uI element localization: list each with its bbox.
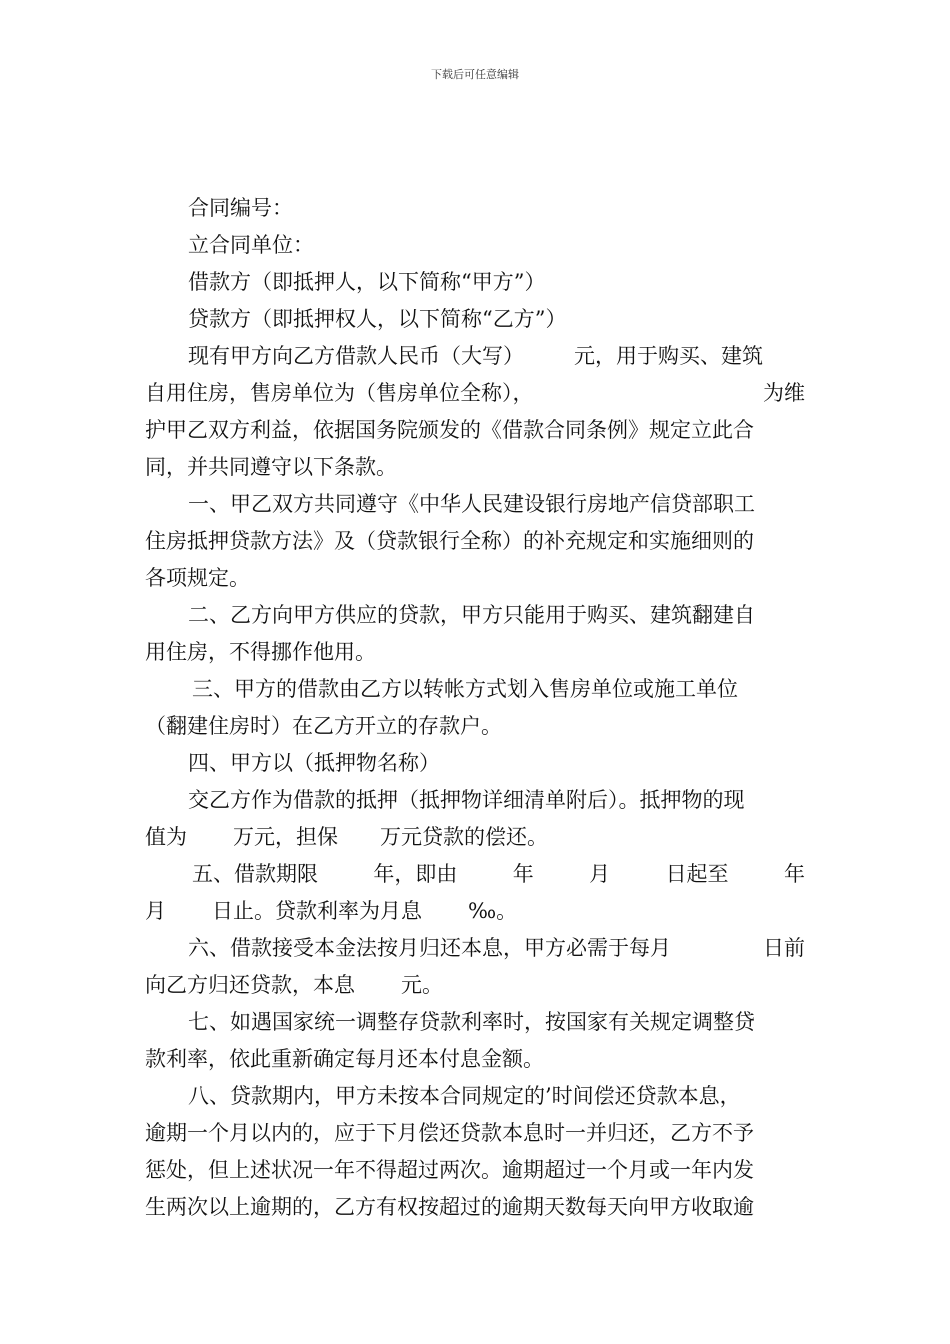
clause-2: 二、乙方向甲方供应的贷款，甲方只能用于购买、建筑翻建自 <box>188 603 755 627</box>
contract-body <box>145 190 805 1226</box>
paragraph-line: （翻建住房时）在乙方开立的存款户。 <box>145 714 502 738</box>
paragraph-line <box>145 893 805 930</box>
paragraph-line <box>145 967 805 1004</box>
text-span: ‰。 <box>468 899 518 923</box>
clause-7: 七、如遇国家统一调整存贷款利率时，按国家有关规定调整贷 <box>188 1010 755 1034</box>
text-span: 六、借款接受本金法按月归还本息，甲方必需于每月 <box>188 936 671 960</box>
paragraph-line: 生两次以上逾期的，乙方有权按超过的逾期天数每天向甲方收取逾 <box>145 1195 754 1219</box>
paragraph-line <box>145 375 805 412</box>
text-span: 向乙方归还贷款，本息 <box>145 973 355 997</box>
paragraph-line: 逾期一个月以内的，应于下月偿还贷款本息时一并归还，乙方不予 <box>145 1121 754 1145</box>
clause-8: 八、贷款期内，甲方未按本合同规定的’时间偿还贷款本息， <box>188 1084 741 1108</box>
text-span: 值为 <box>145 825 187 849</box>
paragraph-line: 同，并共同遵守以下条款。 <box>145 455 397 479</box>
clause-4: 四、甲方以（抵押物名称） <box>188 751 440 775</box>
text-span: 年，即由 <box>373 862 458 886</box>
page-header: 下载后可任意编辑 <box>431 68 519 81</box>
text-span: 万元贷款的偿还。 <box>380 825 548 849</box>
text-span: 五、借款期限 <box>192 862 318 886</box>
paragraph-line: 惩处，但上述状况一年不得超过两次。逾期超过一个月或一年内发 <box>145 1158 754 1182</box>
text-span: 元。 <box>401 973 443 997</box>
text-span: 年 <box>783 862 805 886</box>
paragraph-line: 款利率，依此重新确定每月还本付息金额。 <box>145 1047 544 1071</box>
paragraph-line <box>145 819 805 856</box>
text-span: 年 <box>512 862 534 886</box>
clause-5 <box>145 856 805 893</box>
clause-6 <box>145 930 805 967</box>
paragraph-line: 护甲乙双方利益，依据国务院颁发的《借款合同条例》规定立此合 <box>145 418 754 442</box>
paragraph-line: 用住房，不得挪作他用。 <box>145 640 376 664</box>
paragraph-line <box>145 338 805 375</box>
text-span: 自用住房，售房单位为（售房单位全称）， <box>145 381 534 405</box>
text-span: 日前 <box>763 936 805 960</box>
clause-1: 一、甲乙双方共同遵守《中华人民建设银行房地产信贷部职工 <box>188 492 755 516</box>
paragraph-line: 住房抵押贷款方法》及（贷款银行全称）的补充规定和实施细则的 <box>145 529 754 553</box>
text-span: 现有甲方向乙方借款人民币（大写） <box>188 344 524 368</box>
text-span: 月 <box>145 899 166 923</box>
paragraph-line: 各项规定。 <box>145 566 250 590</box>
text-span: 万元，担保 <box>233 825 338 849</box>
contract-number-label: 合同编号： <box>188 196 293 220</box>
borrower-line: 借款方（即抵押人，以下简称“甲方”） <box>188 270 546 294</box>
text-span: 元，用于购买、建筑 <box>574 344 763 368</box>
clause-3: 三、甲方的借款由乙方以转帐方式划入售房单位或施工单位 <box>192 677 738 701</box>
text-span: 日起至 <box>665 862 729 886</box>
paragraph-line: 交乙方作为借款的抵押（抵押物详细清单附后）。抵押物的现 <box>188 788 745 812</box>
text-span: 日止。贷款利率为月息 <box>212 899 422 923</box>
text-span: 为维 <box>763 381 805 405</box>
lender-line: 贷款方（即抵押权人，以下简称“乙方”） <box>188 307 567 331</box>
contracting-parties-label: 立合同单位： <box>188 233 314 257</box>
text-span: 月 <box>589 862 611 886</box>
